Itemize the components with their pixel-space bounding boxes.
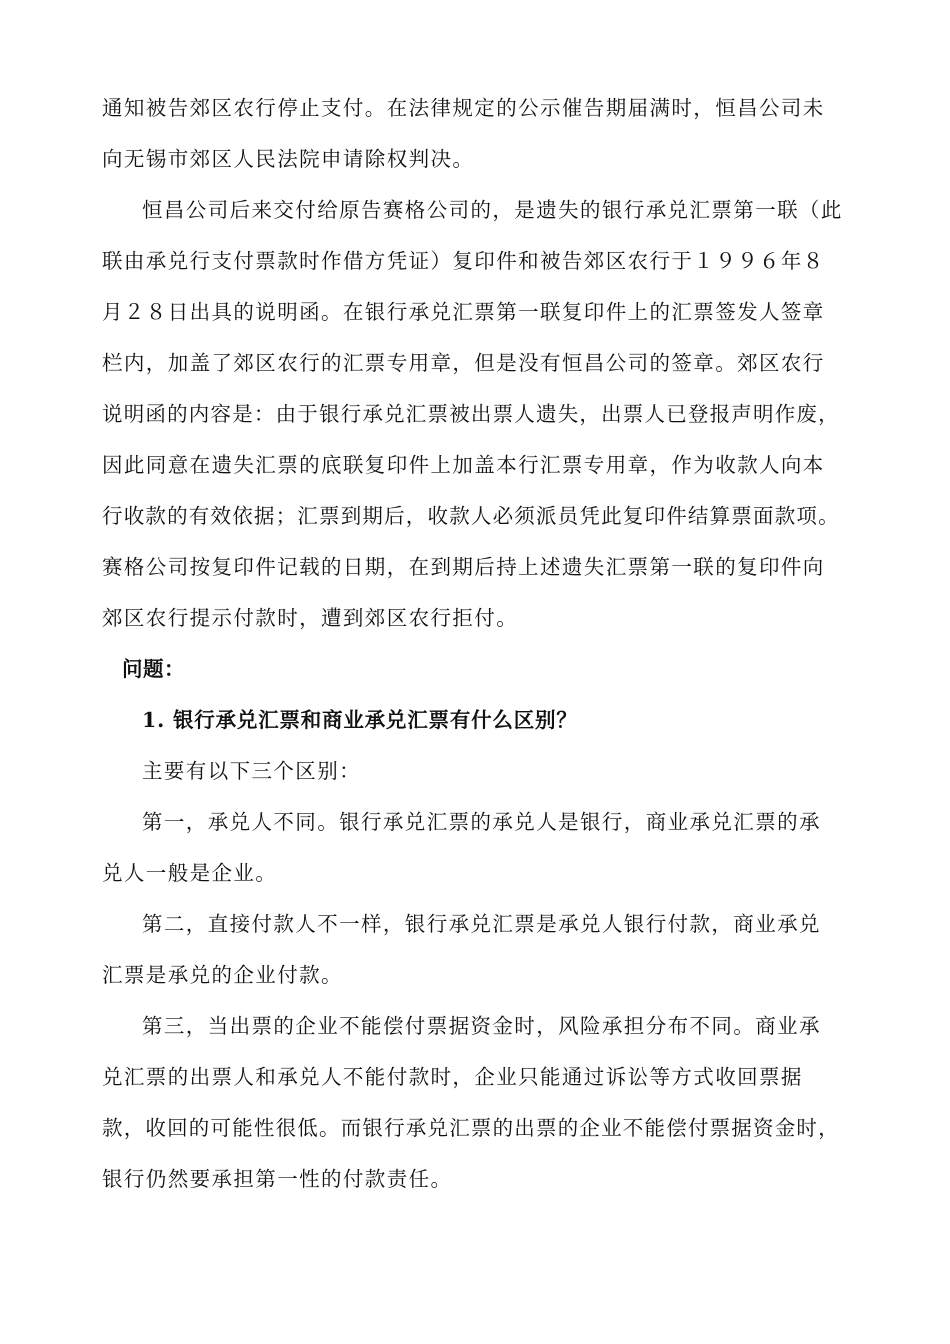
paragraph-line: 兑汇票的出票人和承兑人不能付款时，企业只能通过诉讼等方式收回票据 [102,1065,803,1089]
paragraph-line: 通知被告郊区农行停止支付。在法律规定的公示催告期届满时，恒昌公司未 [102,96,825,120]
paragraph-line: 郊区农行提示付款时，遭到郊区农行拒付。 [102,606,519,630]
questions-heading: 问题： [122,657,185,681]
paragraph-line: 赛格公司按复印件记载的日期，在到期后持上述遗失汇票第一联的复印件向 [102,555,825,579]
paragraph-line: 行收款的有效依据；汇票到期后，收款人必须派员凭此复印件结算票面款项。 [102,504,840,528]
paragraph-line: 恒昌公司后来交付给原告赛格公司的，是遗失的银行承兑汇票第一联（此 [142,198,843,222]
paragraph-line: 说明函的内容是：由于银行承兑汇票被出票人遗失，出票人已登报声明作废， [102,402,840,426]
paragraph-line: 款，收回的可能性很低。而银行承兑汇票的出票的企业不能偿付票据资金时， [102,1116,840,1140]
paragraph-line: 因此同意在遗失汇票的底联复印件上加盖本行汇票专用章，作为收款人向本 [102,453,825,477]
paragraph-line: 向无锡市郊区人民法院申请除权判决。 [102,147,475,171]
paragraph-line: 银行仍然要承担第一性的付款责任。 [102,1167,453,1191]
paragraph-line: 第三，当出票的企业不能偿付票据资金时，风险承担分布不同。商业承 [142,1014,821,1038]
paragraph-line: 汇票是承兑的企业付款。 [102,963,343,987]
paragraph-line: 栏内，加盖了郊区农行的汇票专用章，但是没有恒昌公司的签章。郊区农行 [102,351,825,375]
answer-intro: 主要有以下三个区别： [142,759,361,783]
paragraph-line: 月２８日出具的说明函。在银行承兑汇票第一联复印件上的汇票签发人签章 [102,300,825,324]
paragraph-line: 联由承兑行支付票款时作借方凭证）复印件和被告郊区农行于１９９６年８ [102,249,825,273]
paragraph-line: 兑人一般是企业。 [102,861,278,885]
paragraph-line: 第二，直接付款人不一样，银行承兑汇票是承兑人银行付款，商业承兑 [142,912,821,936]
question-title: 1. 银行承兑汇票和商业承兑汇票有什么区别？ [142,708,578,732]
paragraph-line: 第一，承兑人不同。银行承兑汇票的承兑人是银行，商业承兑汇票的承 [142,810,821,834]
